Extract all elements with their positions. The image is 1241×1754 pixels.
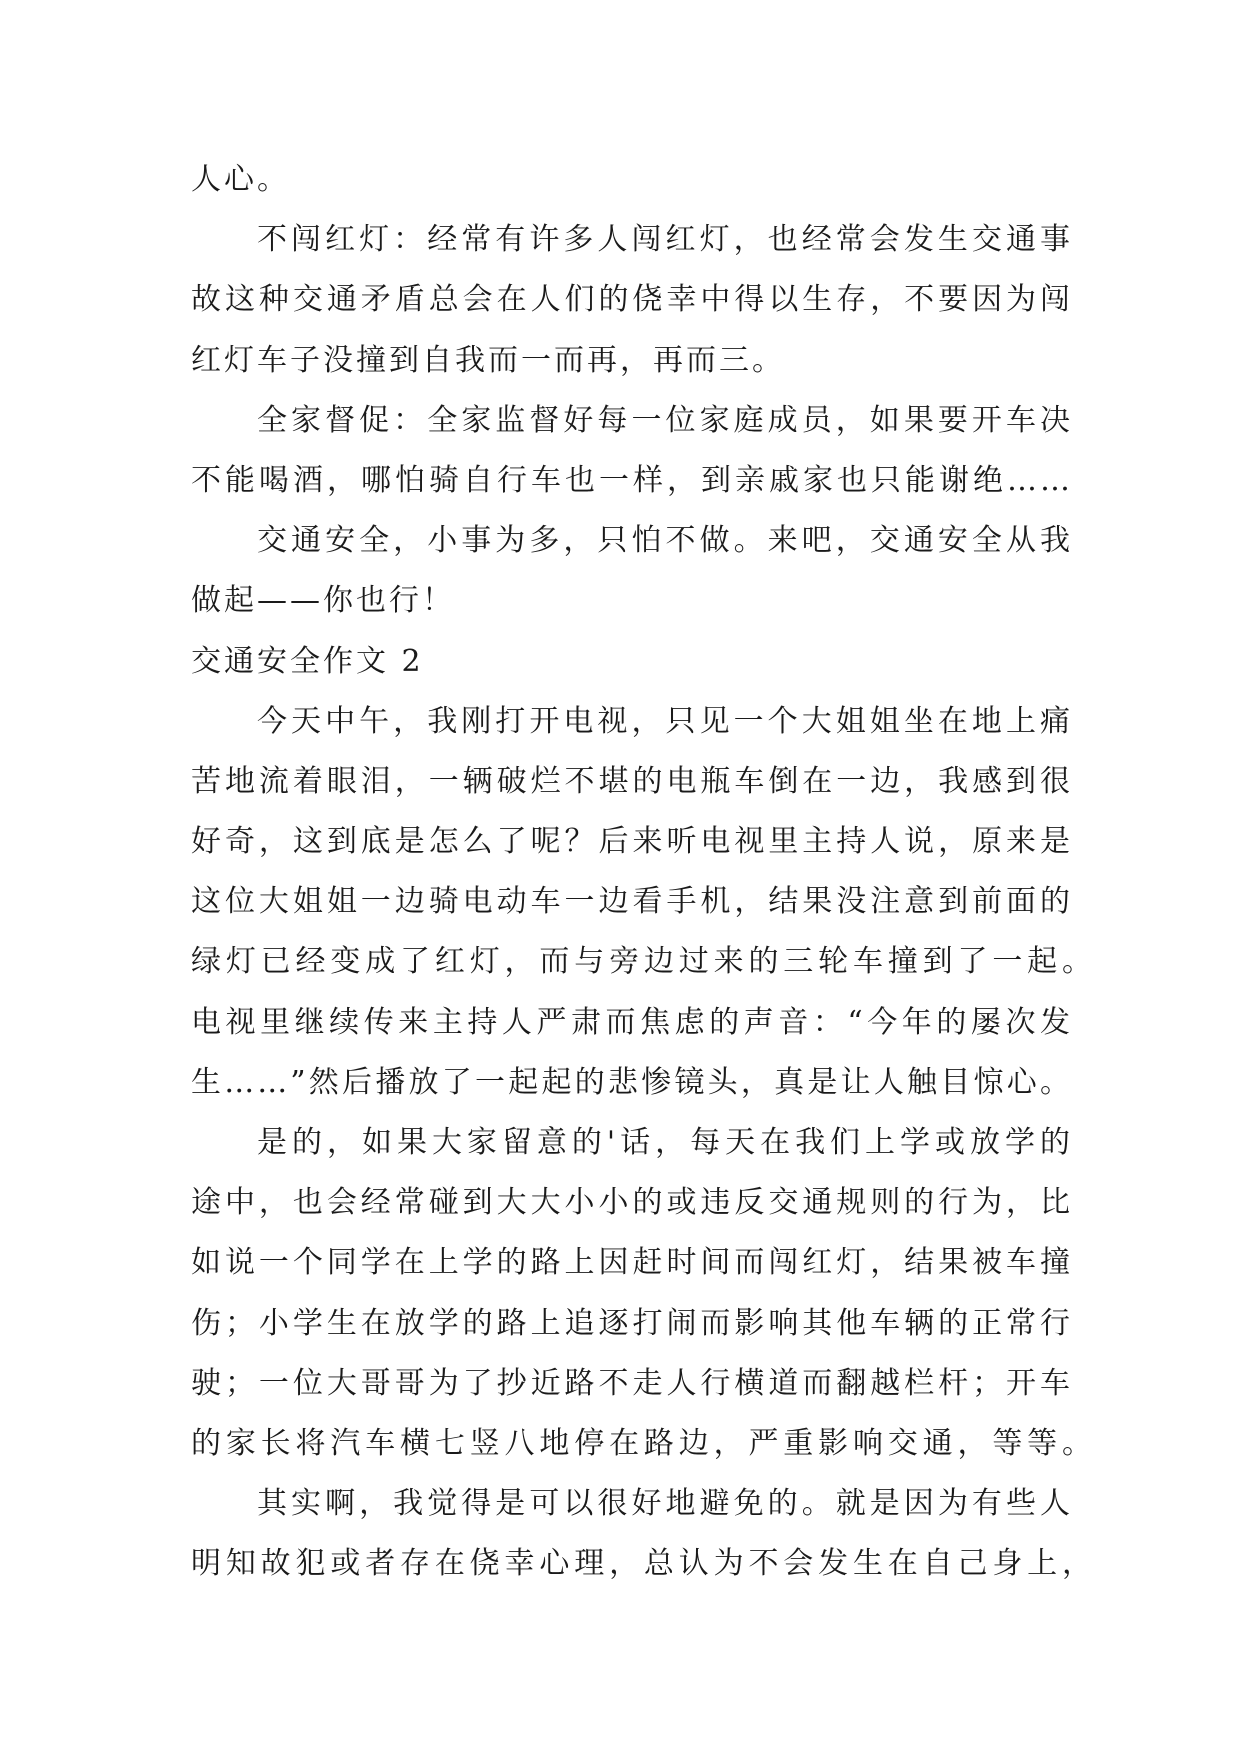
text-line: 明知故犯或者存在侥幸心理，总认为不会发生在自己身上， [191,1546,1095,1582]
text-line: 故这种交通矛盾总会在人们的侥幸中得以生存，不要因为闯 [191,282,1073,318]
text-line: 苦地流着眼泪，一辆破烂不堪的电瓶车倒在一边，我感到很 [191,763,1073,799]
text-line: 做起——你也行！ [191,583,455,619]
paragraph [191,511,1095,631]
paragraph [191,391,1095,511]
text-line: 的家长将汽车横七竖八地停在路边，严重影响交通，等等。 [191,1425,1095,1461]
text-line: 全家督促：全家监督好每一位家庭成员，如果要开车决 [257,402,1073,438]
text-line: 不能喝酒，哪怕骑自行车也一样，到亲戚家也只能谢绝…… [191,462,1073,498]
text-line: 生……”然后播放了一起起的悲惨镜头，真是让人触目惊心。 [191,1064,1073,1100]
paragraph [191,1113,1095,1474]
text-line: 交通安全，小事为多，只怕不做。来吧，交通安全从我 [257,523,1073,559]
text-line: 这位大姐姐一边骑电动车一边看手机，结果没注意到前面的 [191,884,1073,920]
section-heading: 交通安全作文 2 [191,643,424,679]
text-line: 绿灯已经变成了红灯，而与旁边过来的三轮车撞到了一起。 [191,944,1095,980]
text-line: 其实啊，我觉得是可以很好地避免的。就是因为有些人 [257,1486,1073,1522]
text-line: 红灯车子没撞到自我而一而再，再而三。 [191,342,785,378]
text-line: 途中，也会经常碰到大大小小的或违反交通规则的行为，比 [191,1185,1073,1221]
text-line: 如说一个同学在上学的路上因赶时间而闯红灯，结果被车撞 [191,1245,1073,1281]
text-line: 是的，如果大家留意的'话，每天在我们上学或放学的 [257,1125,1073,1160]
paragraph [191,210,1095,391]
text-line: 今天中午，我刚打开电视，只见一个大姐姐坐在地上痛 [257,703,1073,739]
text-line: 好奇，这到底是怎么了呢？后来听电视里主持人说，原来是 [191,824,1073,860]
text-line: 伤；小学生在放学的路上追逐打闹而影响其他车辆的正常行 [191,1305,1073,1341]
text-line: 电视里继续传来主持人严肃而焦虑的声音：“今年的屡次发 [191,1004,1073,1040]
document-body [191,150,1095,1595]
text-line: 人心。 [191,162,290,197]
text-line: 驶；一位大哥哥为了抄近路不走人行横道而翻越栏杆；开车 [191,1365,1073,1401]
text-line: 不闯红灯：经常有许多人闯红灯，也经常会发生交通事 [257,222,1073,258]
paragraph [191,692,1095,1113]
paragraph [191,1474,1095,1594]
